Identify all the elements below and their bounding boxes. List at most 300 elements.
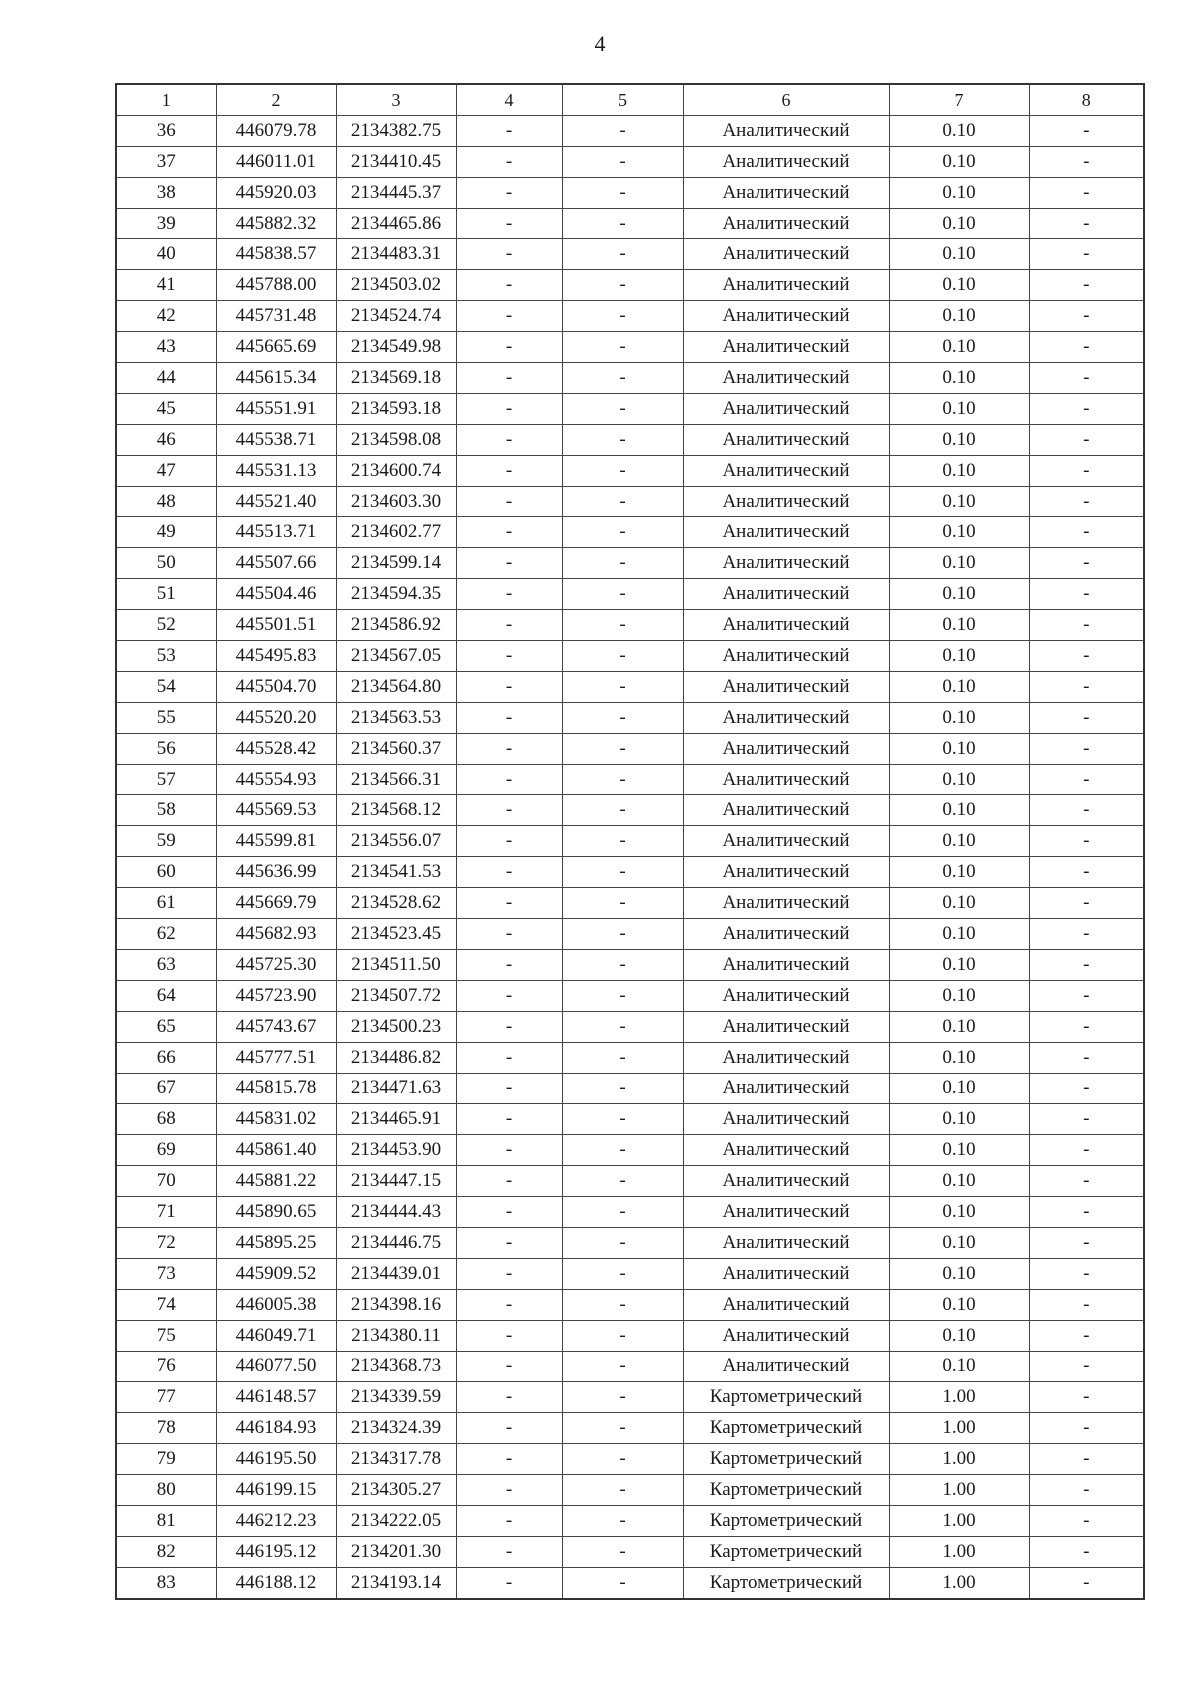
- column-5-cell: -: [562, 579, 683, 610]
- method-cell: Аналитический: [683, 1289, 889, 1320]
- column-4-cell: -: [456, 857, 562, 888]
- table-row: [116, 888, 1144, 919]
- column-8-cell: -: [1029, 826, 1144, 857]
- column-4-cell: -: [456, 1197, 562, 1228]
- method-cell: Аналитический: [683, 671, 889, 702]
- x-coordinate-cell: 445599.81: [216, 826, 336, 857]
- point-number-cell: 59: [116, 826, 216, 857]
- point-number-cell: 49: [116, 517, 216, 548]
- y-coordinate-cell: 2134446.75: [336, 1227, 456, 1258]
- method-cell: Аналитический: [683, 795, 889, 826]
- method-cell: Аналитический: [683, 517, 889, 548]
- method-cell: Аналитический: [683, 239, 889, 270]
- point-number-cell: 37: [116, 146, 216, 177]
- accuracy-cell: 0.10: [889, 363, 1029, 394]
- column-header: 1: [116, 84, 216, 115]
- accuracy-cell: 1.00: [889, 1382, 1029, 1413]
- column-4-cell: -: [456, 1444, 562, 1475]
- column-4-cell: -: [456, 1011, 562, 1042]
- method-cell: Аналитический: [683, 579, 889, 610]
- point-number-cell: 81: [116, 1505, 216, 1536]
- column-4-cell: -: [456, 1382, 562, 1413]
- column-8-cell: -: [1029, 1258, 1144, 1289]
- column-4-cell: -: [456, 1227, 562, 1258]
- column-5-cell: -: [562, 641, 683, 672]
- column-4-cell: -: [456, 146, 562, 177]
- accuracy-cell: 0.10: [889, 980, 1029, 1011]
- column-5-cell: -: [562, 1227, 683, 1258]
- y-coordinate-cell: 2134380.11: [336, 1320, 456, 1351]
- column-4-cell: -: [456, 115, 562, 146]
- point-number-cell: 50: [116, 548, 216, 579]
- column-8-cell: -: [1029, 455, 1144, 486]
- column-8-cell: -: [1029, 610, 1144, 641]
- column-4-cell: -: [456, 579, 562, 610]
- column-5-cell: -: [562, 949, 683, 980]
- method-cell: Картометрический: [683, 1536, 889, 1567]
- accuracy-cell: 1.00: [889, 1444, 1029, 1475]
- column-4-cell: -: [456, 1567, 562, 1598]
- method-cell: Аналитический: [683, 455, 889, 486]
- accuracy-cell: 0.10: [889, 1104, 1029, 1135]
- accuracy-cell: 0.10: [889, 919, 1029, 950]
- column-5-cell: -: [562, 1382, 683, 1413]
- method-cell: Аналитический: [683, 486, 889, 517]
- accuracy-cell: 0.10: [889, 455, 1029, 486]
- column-4-cell: -: [456, 270, 562, 301]
- point-number-cell: 60: [116, 857, 216, 888]
- x-coordinate-cell: 445815.78: [216, 1073, 336, 1104]
- column-4-cell: -: [456, 980, 562, 1011]
- column-5-cell: -: [562, 517, 683, 548]
- column-5-cell: -: [562, 671, 683, 702]
- method-cell: Аналитический: [683, 949, 889, 980]
- column-4-cell: -: [456, 1505, 562, 1536]
- point-number-cell: 48: [116, 486, 216, 517]
- column-8-cell: -: [1029, 1289, 1144, 1320]
- y-coordinate-cell: 2134603.30: [336, 486, 456, 517]
- x-coordinate-cell: 445831.02: [216, 1104, 336, 1135]
- accuracy-cell: 1.00: [889, 1413, 1029, 1444]
- x-coordinate-cell: 446005.38: [216, 1289, 336, 1320]
- x-coordinate-cell: 445528.42: [216, 733, 336, 764]
- table-row: [116, 424, 1144, 455]
- x-coordinate-cell: 446148.57: [216, 1382, 336, 1413]
- accuracy-cell: 0.10: [889, 733, 1029, 764]
- point-number-cell: 72: [116, 1227, 216, 1258]
- x-coordinate-cell: 445636.99: [216, 857, 336, 888]
- x-coordinate-cell: 446195.50: [216, 1444, 336, 1475]
- y-coordinate-cell: 2134593.18: [336, 393, 456, 424]
- column-4-cell: -: [456, 702, 562, 733]
- method-cell: Аналитический: [683, 332, 889, 363]
- y-coordinate-cell: 2134523.45: [336, 919, 456, 950]
- method-cell: Аналитический: [683, 1104, 889, 1135]
- column-5-cell: -: [562, 239, 683, 270]
- column-header: 8: [1029, 84, 1144, 115]
- column-5-cell: -: [562, 1104, 683, 1135]
- x-coordinate-cell: 446184.93: [216, 1413, 336, 1444]
- column-8-cell: -: [1029, 764, 1144, 795]
- accuracy-cell: 0.10: [889, 857, 1029, 888]
- column-5-cell: -: [562, 610, 683, 641]
- column-8-cell: -: [1029, 517, 1144, 548]
- method-cell: Аналитический: [683, 1042, 889, 1073]
- column-8-cell: -: [1029, 1166, 1144, 1197]
- y-coordinate-cell: 2134368.73: [336, 1351, 456, 1382]
- x-coordinate-cell: 445615.34: [216, 363, 336, 394]
- column-5-cell: -: [562, 115, 683, 146]
- table-row: [116, 610, 1144, 641]
- x-coordinate-cell: 445861.40: [216, 1135, 336, 1166]
- x-coordinate-cell: 446011.01: [216, 146, 336, 177]
- column-8-cell: -: [1029, 1475, 1144, 1506]
- column-5-cell: -: [562, 980, 683, 1011]
- column-4-cell: -: [456, 1351, 562, 1382]
- point-number-cell: 66: [116, 1042, 216, 1073]
- y-coordinate-cell: 2134511.50: [336, 949, 456, 980]
- method-cell: Аналитический: [683, 1011, 889, 1042]
- method-cell: Аналитический: [683, 1135, 889, 1166]
- column-4-cell: -: [456, 1320, 562, 1351]
- point-number-cell: 80: [116, 1475, 216, 1506]
- column-8-cell: -: [1029, 1197, 1144, 1228]
- table-row: [116, 363, 1144, 394]
- column-4-cell: -: [456, 949, 562, 980]
- y-coordinate-cell: 2134549.98: [336, 332, 456, 363]
- column-4-cell: -: [456, 919, 562, 950]
- column-4-cell: -: [456, 548, 562, 579]
- x-coordinate-cell: 446049.71: [216, 1320, 336, 1351]
- accuracy-cell: 0.10: [889, 949, 1029, 980]
- y-coordinate-cell: 2134569.18: [336, 363, 456, 394]
- x-coordinate-cell: 445731.48: [216, 301, 336, 332]
- x-coordinate-cell: 445501.51: [216, 610, 336, 641]
- y-coordinate-cell: 2134447.15: [336, 1166, 456, 1197]
- point-number-cell: 78: [116, 1413, 216, 1444]
- column-5-cell: -: [562, 702, 683, 733]
- y-coordinate-cell: 2134507.72: [336, 980, 456, 1011]
- y-coordinate-cell: 2134600.74: [336, 455, 456, 486]
- point-number-cell: 83: [116, 1567, 216, 1598]
- y-coordinate-cell: 2134339.59: [336, 1382, 456, 1413]
- x-coordinate-cell: 446079.78: [216, 115, 336, 146]
- accuracy-cell: 0.10: [889, 208, 1029, 239]
- column-5-cell: -: [562, 177, 683, 208]
- point-number-cell: 58: [116, 795, 216, 826]
- column-8-cell: -: [1029, 579, 1144, 610]
- accuracy-cell: 0.10: [889, 1351, 1029, 1382]
- column-4-cell: -: [456, 363, 562, 394]
- method-cell: Картометрический: [683, 1413, 889, 1444]
- y-coordinate-cell: 2134524.74: [336, 301, 456, 332]
- x-coordinate-cell: 445895.25: [216, 1227, 336, 1258]
- column-5-cell: -: [562, 826, 683, 857]
- x-coordinate-cell: 445520.20: [216, 702, 336, 733]
- point-number-cell: 44: [116, 363, 216, 394]
- x-coordinate-cell: 445882.32: [216, 208, 336, 239]
- accuracy-cell: 1.00: [889, 1475, 1029, 1506]
- column-5-cell: -: [562, 208, 683, 239]
- column-5-cell: -: [562, 424, 683, 455]
- column-8-cell: -: [1029, 1011, 1144, 1042]
- method-cell: Аналитический: [683, 1351, 889, 1382]
- column-4-cell: -: [456, 1413, 562, 1444]
- column-4-cell: -: [456, 1475, 562, 1506]
- y-coordinate-cell: 2134560.37: [336, 733, 456, 764]
- method-cell: Аналитический: [683, 424, 889, 455]
- column-8-cell: -: [1029, 208, 1144, 239]
- column-4-cell: -: [456, 826, 562, 857]
- y-coordinate-cell: 2134563.53: [336, 702, 456, 733]
- column-4-cell: -: [456, 1258, 562, 1289]
- y-coordinate-cell: 2134382.75: [336, 115, 456, 146]
- table-row: [116, 826, 1144, 857]
- method-cell: Картометрический: [683, 1444, 889, 1475]
- column-5-cell: -: [562, 146, 683, 177]
- x-coordinate-cell: 445495.83: [216, 641, 336, 672]
- point-number-cell: 76: [116, 1351, 216, 1382]
- method-cell: Аналитический: [683, 1166, 889, 1197]
- accuracy-cell: 0.10: [889, 579, 1029, 610]
- x-coordinate-cell: 445723.90: [216, 980, 336, 1011]
- accuracy-cell: 0.10: [889, 332, 1029, 363]
- table-row: [116, 671, 1144, 702]
- point-number-cell: 43: [116, 332, 216, 363]
- column-8-cell: -: [1029, 177, 1144, 208]
- table-row: [116, 1475, 1144, 1506]
- method-cell: Аналитический: [683, 980, 889, 1011]
- column-8-cell: -: [1029, 1351, 1144, 1382]
- table-row: [116, 980, 1144, 1011]
- x-coordinate-cell: 445788.00: [216, 270, 336, 301]
- x-coordinate-cell: 445521.40: [216, 486, 336, 517]
- method-cell: Аналитический: [683, 1258, 889, 1289]
- x-coordinate-cell: 445507.66: [216, 548, 336, 579]
- table-row: [116, 702, 1144, 733]
- column-5-cell: -: [562, 270, 683, 301]
- point-number-cell: 55: [116, 702, 216, 733]
- point-number-cell: 73: [116, 1258, 216, 1289]
- column-8-cell: -: [1029, 919, 1144, 950]
- column-8-cell: -: [1029, 1320, 1144, 1351]
- column-4-cell: -: [456, 301, 562, 332]
- point-number-cell: 77: [116, 1382, 216, 1413]
- accuracy-cell: 0.10: [889, 1289, 1029, 1320]
- y-coordinate-cell: 2134465.86: [336, 208, 456, 239]
- x-coordinate-cell: 445881.22: [216, 1166, 336, 1197]
- method-cell: Аналитический: [683, 826, 889, 857]
- accuracy-cell: 0.10: [889, 115, 1029, 146]
- column-8-cell: -: [1029, 1073, 1144, 1104]
- column-header: 4: [456, 84, 562, 115]
- table-body: [116, 115, 1144, 1598]
- column-5-cell: -: [562, 1073, 683, 1104]
- column-5-cell: -: [562, 1289, 683, 1320]
- column-4-cell: -: [456, 1166, 562, 1197]
- point-number-cell: 38: [116, 177, 216, 208]
- x-coordinate-cell: 446212.23: [216, 1505, 336, 1536]
- column-5-cell: -: [562, 1320, 683, 1351]
- table-row: [116, 393, 1144, 424]
- x-coordinate-cell: 445513.71: [216, 517, 336, 548]
- column-8-cell: -: [1029, 424, 1144, 455]
- table-row: [116, 1042, 1144, 1073]
- y-coordinate-cell: 2134222.05: [336, 1505, 456, 1536]
- accuracy-cell: 0.10: [889, 393, 1029, 424]
- table-row: [116, 1135, 1144, 1166]
- table-row: [116, 733, 1144, 764]
- column-5-cell: -: [562, 393, 683, 424]
- method-cell: Аналитический: [683, 177, 889, 208]
- point-number-cell: 52: [116, 610, 216, 641]
- point-number-cell: 57: [116, 764, 216, 795]
- point-number-cell: 54: [116, 671, 216, 702]
- y-coordinate-cell: 2134439.01: [336, 1258, 456, 1289]
- y-coordinate-cell: 2134465.91: [336, 1104, 456, 1135]
- table-row: [116, 1505, 1144, 1536]
- point-number-cell: 45: [116, 393, 216, 424]
- column-8-cell: -: [1029, 363, 1144, 394]
- x-coordinate-cell: 445725.30: [216, 949, 336, 980]
- column-4-cell: -: [456, 671, 562, 702]
- x-coordinate-cell: 446077.50: [216, 1351, 336, 1382]
- y-coordinate-cell: 2134398.16: [336, 1289, 456, 1320]
- column-8-cell: -: [1029, 857, 1144, 888]
- method-cell: Аналитический: [683, 888, 889, 919]
- point-number-cell: 67: [116, 1073, 216, 1104]
- column-5-cell: -: [562, 1011, 683, 1042]
- method-cell: Аналитический: [683, 702, 889, 733]
- column-8-cell: -: [1029, 393, 1144, 424]
- y-coordinate-cell: 2134586.92: [336, 610, 456, 641]
- point-number-cell: 36: [116, 115, 216, 146]
- y-coordinate-cell: 2134317.78: [336, 1444, 456, 1475]
- column-5-cell: -: [562, 1413, 683, 1444]
- y-coordinate-cell: 2134564.80: [336, 671, 456, 702]
- point-number-cell: 47: [116, 455, 216, 486]
- accuracy-cell: 0.10: [889, 270, 1029, 301]
- method-cell: Аналитический: [683, 1227, 889, 1258]
- method-cell: Аналитический: [683, 610, 889, 641]
- table-row: [116, 857, 1144, 888]
- y-coordinate-cell: 2134556.07: [336, 826, 456, 857]
- column-header: 6: [683, 84, 889, 115]
- column-8-cell: -: [1029, 1104, 1144, 1135]
- column-4-cell: -: [456, 1536, 562, 1567]
- x-coordinate-cell: 445538.71: [216, 424, 336, 455]
- column-8-cell: -: [1029, 980, 1144, 1011]
- method-cell: Аналитический: [683, 115, 889, 146]
- table-row: [116, 795, 1144, 826]
- y-coordinate-cell: 2134566.31: [336, 764, 456, 795]
- table-row: [116, 239, 1144, 270]
- table-row: [116, 949, 1144, 980]
- table-row: [116, 1351, 1144, 1382]
- page-number: 4: [594, 31, 606, 56]
- column-5-cell: -: [562, 1135, 683, 1166]
- point-number-cell: 42: [116, 301, 216, 332]
- point-number-cell: 69: [116, 1135, 216, 1166]
- column-8-cell: -: [1029, 548, 1144, 579]
- point-number-cell: 64: [116, 980, 216, 1011]
- column-4-cell: -: [456, 1104, 562, 1135]
- x-coordinate-cell: 445569.53: [216, 795, 336, 826]
- method-cell: Аналитический: [683, 393, 889, 424]
- column-8-cell: -: [1029, 332, 1144, 363]
- y-coordinate-cell: 2134598.08: [336, 424, 456, 455]
- x-coordinate-cell: 445665.69: [216, 332, 336, 363]
- column-4-cell: -: [456, 1073, 562, 1104]
- column-5-cell: -: [562, 733, 683, 764]
- column-4-cell: -: [456, 1289, 562, 1320]
- column-4-cell: -: [456, 393, 562, 424]
- y-coordinate-cell: 2134445.37: [336, 177, 456, 208]
- table-row: [116, 1444, 1144, 1475]
- table-row: [116, 1227, 1144, 1258]
- column-8-cell: -: [1029, 888, 1144, 919]
- column-header: 2: [216, 84, 336, 115]
- column-5-cell: -: [562, 1505, 683, 1536]
- accuracy-cell: 0.10: [889, 888, 1029, 919]
- table-row: [116, 548, 1144, 579]
- column-5-cell: -: [562, 301, 683, 332]
- point-number-cell: 39: [116, 208, 216, 239]
- table-header-row: [116, 84, 1144, 115]
- column-8-cell: -: [1029, 733, 1144, 764]
- column-4-cell: -: [456, 610, 562, 641]
- table-row: [116, 208, 1144, 239]
- column-5-cell: -: [562, 1351, 683, 1382]
- method-cell: Аналитический: [683, 270, 889, 301]
- point-number-cell: 71: [116, 1197, 216, 1228]
- x-coordinate-cell: 445682.93: [216, 919, 336, 950]
- x-coordinate-cell: 445777.51: [216, 1042, 336, 1073]
- method-cell: Аналитический: [683, 733, 889, 764]
- x-coordinate-cell: 445920.03: [216, 177, 336, 208]
- method-cell: Аналитический: [683, 1197, 889, 1228]
- table-row: [116, 1166, 1144, 1197]
- point-number-cell: 40: [116, 239, 216, 270]
- table-row: [116, 146, 1144, 177]
- column-4-cell: -: [456, 239, 562, 270]
- y-coordinate-cell: 2134602.77: [336, 517, 456, 548]
- accuracy-cell: 0.10: [889, 517, 1029, 548]
- y-coordinate-cell: 2134567.05: [336, 641, 456, 672]
- column-5-cell: -: [562, 548, 683, 579]
- x-coordinate-cell: 445890.65: [216, 1197, 336, 1228]
- column-5-cell: -: [562, 1475, 683, 1506]
- y-coordinate-cell: 2134503.02: [336, 270, 456, 301]
- x-coordinate-cell: 445504.70: [216, 671, 336, 702]
- column-5-cell: -: [562, 363, 683, 394]
- accuracy-cell: 0.10: [889, 1197, 1029, 1228]
- method-cell: Аналитический: [683, 363, 889, 394]
- table-row: [116, 301, 1144, 332]
- accuracy-cell: 0.10: [889, 146, 1029, 177]
- accuracy-cell: 1.00: [889, 1505, 1029, 1536]
- y-coordinate-cell: 2134486.82: [336, 1042, 456, 1073]
- column-4-cell: -: [456, 455, 562, 486]
- table-row: [116, 1413, 1144, 1444]
- point-number-cell: 53: [116, 641, 216, 672]
- table-row: [116, 270, 1144, 301]
- point-number-cell: 41: [116, 270, 216, 301]
- column-8-cell: -: [1029, 1135, 1144, 1166]
- y-coordinate-cell: 2134599.14: [336, 548, 456, 579]
- column-8-cell: -: [1029, 1042, 1144, 1073]
- accuracy-cell: 0.10: [889, 1135, 1029, 1166]
